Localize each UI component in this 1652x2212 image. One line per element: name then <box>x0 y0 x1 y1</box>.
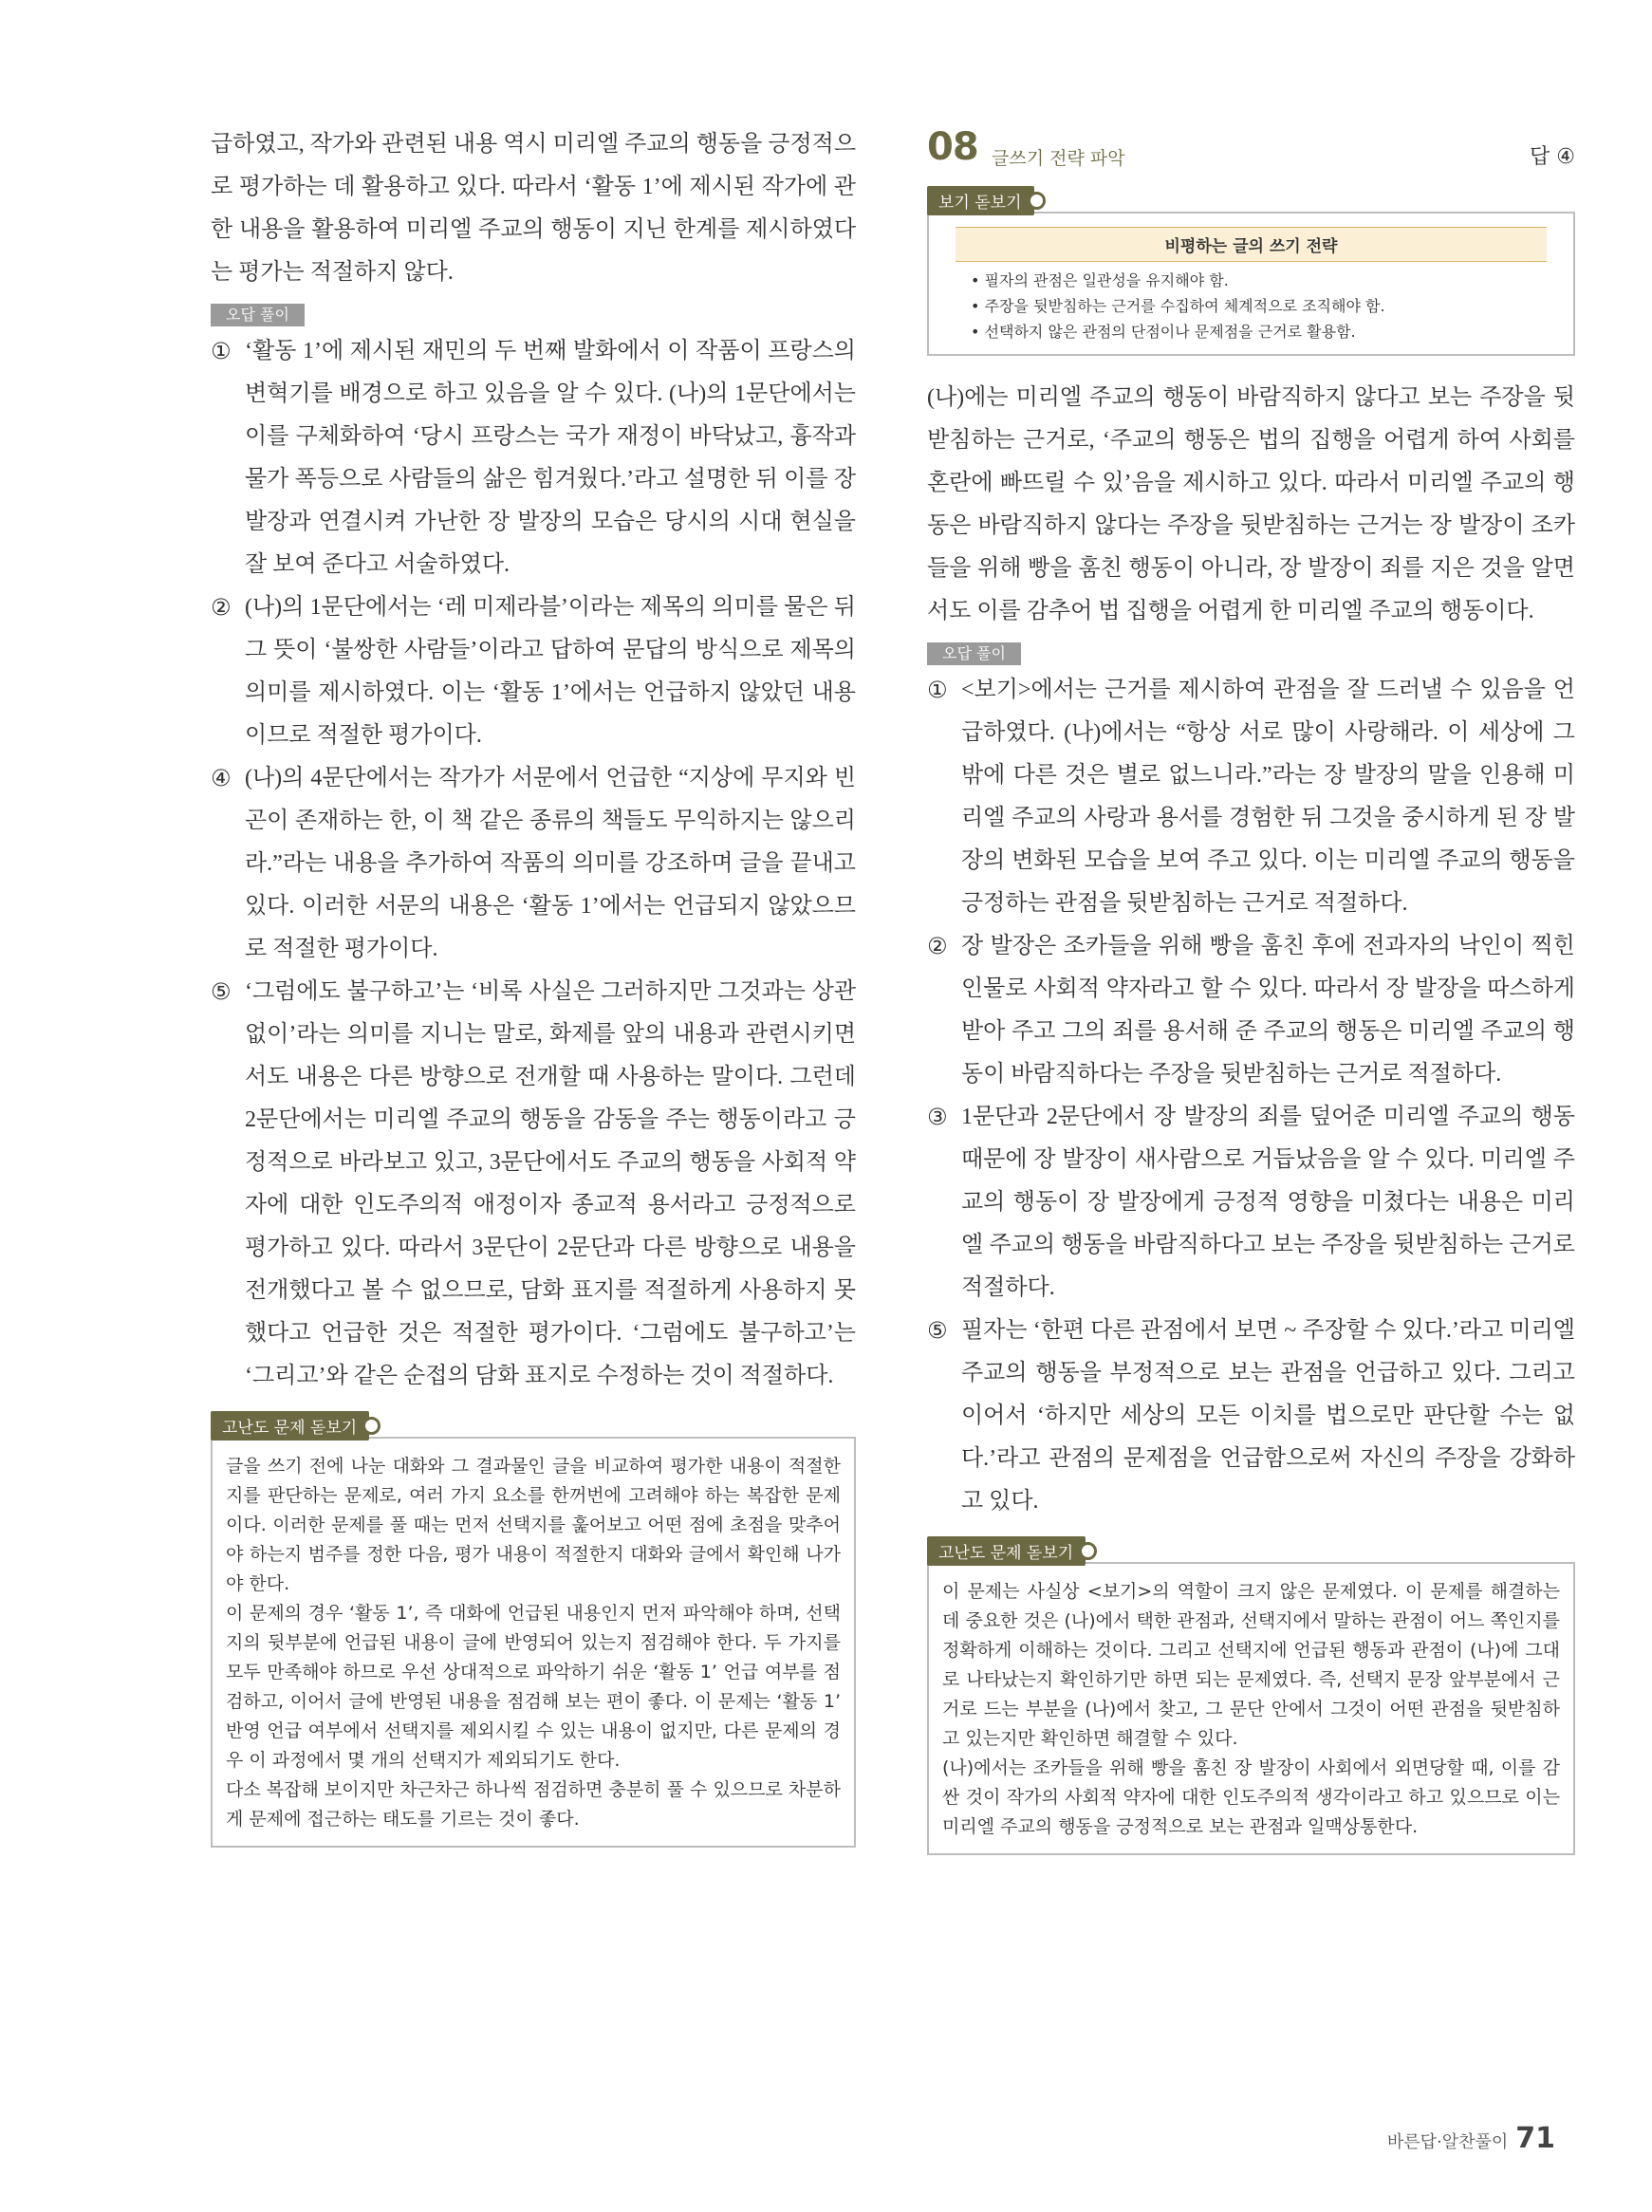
left-item-4 <box>211 757 856 971</box>
item-text: 1문단과 2문단에서 장 발장의 죄를 덮어준 미리엘 주교의 행동 때문에 장 발장이 새사람으로 거듭났음을 알 수 있다. 미리엘 주교의 행동이 장 발장에게 긍정적 영향을 미쳤다는 내용은 미리엘 주교의 행동을 바람직하다고 보는 주장을 뒷받침하는 근거로 적절하다. <box>961 1105 1575 1300</box>
hard-problem-tag-label: 고난도 문제 돋보기 <box>938 1544 1074 1563</box>
footer-label: 바른답·알찬풀이 <box>1386 2132 1509 2152</box>
right-column <box>927 123 1575 1855</box>
question-title: 글쓰기 전략 파악 <box>992 148 1125 169</box>
left-item-5 <box>211 971 856 1398</box>
item-text: (나)의 1문단에서는 ‘레 미제라블’이라는 제목의 의미를 물은 뒤 그 뜻이 ‘불쌍한 사람들’이라고 답하여 문답의 방식으로 제목의 의미를 제시하였다. 이는 ‘활동 1’에서는 언급하지 않았던 내용이므로 적절한 평가이다. <box>245 595 856 748</box>
hard-paragraph: 다소 복잡해 보이지만 차근차근 하나씩 점검하면 충분히 풀 수 있으므로 차분하게 문제에 접근하는 태도를 기르는 것이 좋다. <box>226 1779 841 1830</box>
left-hard-section <box>211 1411 856 1848</box>
left-item-2 <box>211 586 856 757</box>
bogi-list-item: • 선택하지 않은 관점의 단점이나 문제점을 근거로 활용함. <box>971 319 1560 344</box>
item-number: ② <box>927 933 948 959</box>
magnifier-icon <box>362 1417 381 1435</box>
hard-paragraph: (나)에서는 조카들을 위해 빵을 훔친 장 발장이 사회에서 외면당할 때, 이를 감싼 것이 작가의 사회적 약자에 대한 인도주의적 생각이라고 하고 있으므로 이는 미리엘 주교의 행동을 긍정적으로 보는 관점과 일맥상통한다. <box>942 1757 1560 1837</box>
item-number: ⑤ <box>927 1317 948 1344</box>
magnifier-icon <box>1079 1542 1097 1560</box>
item-number: ① <box>211 338 232 364</box>
item-number: ② <box>211 594 232 621</box>
hard-problem-box <box>927 1562 1575 1855</box>
bogi-list-item: • 주장을 뒷받침하는 근거를 수집하여 체계적으로 조직해야 함. <box>971 293 1560 319</box>
magnifier-icon <box>1028 192 1046 210</box>
hard-paragraph: 글을 쓰기 전에 나눈 대화와 그 결과물인 글을 비교하여 평가한 내용이 적절한지를 판단하는 문제로, 여러 가지 요소를 한꺼번에 고려해야 하는 복잡한 문제이다. 이러한 문제를 풀 때는 먼저 선택지를 훑어보고 어떤 점에 초점을 맞추어야 하는지 범주를 정한 다음, 평가 내용이 적절한지 대화와 글에서 확인해 나가야 한다. <box>226 1456 841 1594</box>
hard-problem-tag-label: 고난도 문제 돋보기 <box>222 1419 358 1438</box>
hard-problem-tag <box>927 1536 1086 1566</box>
question-header <box>927 123 1575 180</box>
item-number: ① <box>927 677 948 703</box>
item-text: ‘활동 1’에 제시된 재민의 두 번째 발화에서 이 작품이 프랑스의 변혁기를 배경으로 하고 있음을 알 수 있다. (나)의 1문단에서는 이를 구체화하여 ‘당시 프랑스는 국가 재정이 바닥났고, 흉작과 물가 폭등으로 사람들의 삶은 힘겨웠다.’라고 설명한 뒤 이를 장 발장과 연결시켜 가난한 장 발장의 모습은 당시의 시대 현실을 잘 보여 준다고 서술하였다. <box>245 339 856 577</box>
right-hard-section <box>927 1536 1575 1855</box>
page-footer <box>1387 2122 1555 2155</box>
right-item-2 <box>927 925 1575 1096</box>
hard-paragraph: 이 문제의 경우 ‘활동 1’, 즉 대화에 언급된 내용인지 먼저 파악해야 하며, 선택지의 뒷부분에 언급된 내용이 글에 반영되어 있는지 점검해야 한다. 두 가지를 모두 만족해야 하므로 우선 상대적으로 파악하기 쉬운 ‘활동 1’ 언급 여부를 점검하고, 이어서 글에 반영된 내용을 점검해 보는 편이 좋다. 이 문제는 ‘활동 1’ 반영 언급 여부에서 선택지를 제외시킬 수 있는 내용이 없지만, 다른 문제의 경우 이 과정에서 몇 개의 선택지가 제외되기도 한다. <box>226 1603 841 1771</box>
bogi-title: 비평하는 글의 쓰기 전략 <box>956 227 1547 262</box>
page-number: 71 <box>1515 2122 1555 2155</box>
wrong-answer-tag: 오답 풀이 <box>211 304 305 326</box>
item-text: 장 발장은 조카들을 위해 빵을 훔친 후에 전과자의 낙인이 찍힌 인물로 사회적 약자라고 할 수 있다. 따라서 장 발장을 따스하게 받아 주고 그의 죄를 용서해 준 주교의 행동은 미리엘 주교의 행동이 바람직하다는 주장을 뒷받침하는 근거로 적절하다. <box>961 934 1575 1087</box>
item-number: ④ <box>211 765 232 791</box>
left-intro-paragraph: 급하였고, 작가와 관련된 내용 역시 미리엘 주교의 행동을 긍정적으로 평가하는 데 활용하고 있다. 따라서 ‘활동 1’에 제시된 작가에 관한 내용을 활용하여 미리엘 주교의 행동이 지닌 한계를 제시하였다는 평가는 적절하지 않다. <box>211 132 856 285</box>
bogi-section <box>927 186 1575 356</box>
question-number: 08 <box>927 125 978 169</box>
bogi-tag <box>927 186 1034 215</box>
left-item-1 <box>211 330 856 586</box>
item-text: <보기>에서는 근거를 제시하여 관점을 잘 드러낼 수 있음을 언급하였다. (나)에서는 “항상 서로 많이 사랑해라. 이 세상에 그 밖에 다른 것은 별로 없느니라.”라는 장 발장의 말을 인용해 미리엘 주교의 사랑과 용서를 경험한 뒤 그것을 중시하게 된 장 발장의 변화된 모습을 보여 주고 있다. 이는 미리엘 주교의 행동을 긍정하는 관점을 뒷받침하는 근거로 적절하다. <box>961 678 1575 916</box>
right-item-3 <box>927 1096 1575 1310</box>
hard-problem-box <box>211 1437 856 1848</box>
question-answer: 답 ④ <box>1530 145 1575 169</box>
item-text: (나)의 4문단에서는 작가가 서문에서 언급한 “지상에 무지와 빈곤이 존재하는 한, 이 책 같은 종류의 책들도 무익하지는 않으리라.”라는 내용을 추가하여 작품의 의미를 강조하며 글을 끝내고 있다. 이러한 서문의 내용은 ‘활동 1’에서는 언급되지 않았으므로 적절한 평가이다. <box>245 766 856 961</box>
left-column <box>211 123 856 1848</box>
right-intro-paragraph: (나)에는 미리엘 주교의 행동이 바람직하지 않다고 보는 주장을 뒷받침하는 근거로, ‘주교의 행동은 법의 집행을 어렵게 하여 사회를 혼란에 빠뜨릴 수 있’음을 제시하고 있다. 따라서 미리엘 주교의 행동은 바람직하지 않다는 주장을 뒷받침하는 근거는 장 발장이 조카들을 위해 빵을 훔친 행동이 아니라, 장 발장이 죄를 지은 것을 알면서도 이를 감추어 법 집행을 어렵게 한 미리엘 주교의 행동이다. <box>927 385 1575 623</box>
wrong-answer-tag: 오답 풀이 <box>927 642 1021 665</box>
bogi-list <box>942 268 1560 344</box>
hard-problem-tag <box>211 1411 369 1441</box>
bogi-list-item: • 필자의 관점은 일관성을 유지해야 함. <box>971 268 1560 293</box>
hard-paragraph: 이 문제는 사실상 <보기>의 역할이 크지 않은 문제였다. 이 문제를 해결하는 데 중요한 것은 (나)에서 택한 관점과, 선택지에서 말하는 관점이 어느 쪽인지를 정확하게 이해하는 것이다. 그리고 선택지에 언급된 행동과 관점이 (나)에 그대로 나타났는지 확인하기만 하면 되는 문제였다. 즉, 선택지 문장 앞부분에서 근거로 드는 부분을 (나)에서 찾고, 그 문단 안에서 그것이 어떤 관점을 뒷받침하고 있는지만 확인하면 해결할 수 있다. <box>942 1581 1560 1749</box>
right-item-1 <box>927 669 1575 925</box>
bogi-box <box>927 212 1575 356</box>
item-text: ‘그럼에도 불구하고’는 ‘비록 사실은 그러하지만 그것과는 상관없이’라는 의미를 지니는 말로, 화제를 앞의 내용과 관련시키면서도 내용은 다른 방향으로 전개할 때 사용하는 말이다. 그런데 2문단에서는 미리엘 주교의 행동을 감동을 주는 행동이라고 긍정적으로 바라보고 있고, 3문단에서도 주교의 행동을 사회적 약자에 대한 인도주의적 애정이자 종교적 용서라고 긍정적으로 평가하고 있다. 따라서 3문단이 2문단과 다른 방향으로 내용을 전개했다고 볼 수 없으므로, 담화 표지를 적절하게 사용하지 못했다고 언급한 것은 적절한 평가이다. ‘그럼에도 불구하고’는 ‘그리고’와 같은 순접의 담화 표지로 수정하는 것이 적절하다. <box>245 979 856 1388</box>
bogi-tag-label: 보기 돋보기 <box>938 194 1022 213</box>
item-number: ⑤ <box>211 978 232 1005</box>
item-number: ③ <box>927 1104 948 1130</box>
right-item-5 <box>927 1310 1575 1523</box>
item-text: 필자는 ‘한편 다른 관점에서 보면 ~ 주장할 수 있다.’라고 미리엘 주교의 행동을 부정적으로 보는 관점을 언급하고 있다. 그리고 이어서 ‘하지만 세상의 모든 이치를 법으로만 판단할 수는 없다.’라고 관점의 문제점을 언급함으로써 자신의 주장을 강화하고 있다. <box>961 1318 1575 1514</box>
